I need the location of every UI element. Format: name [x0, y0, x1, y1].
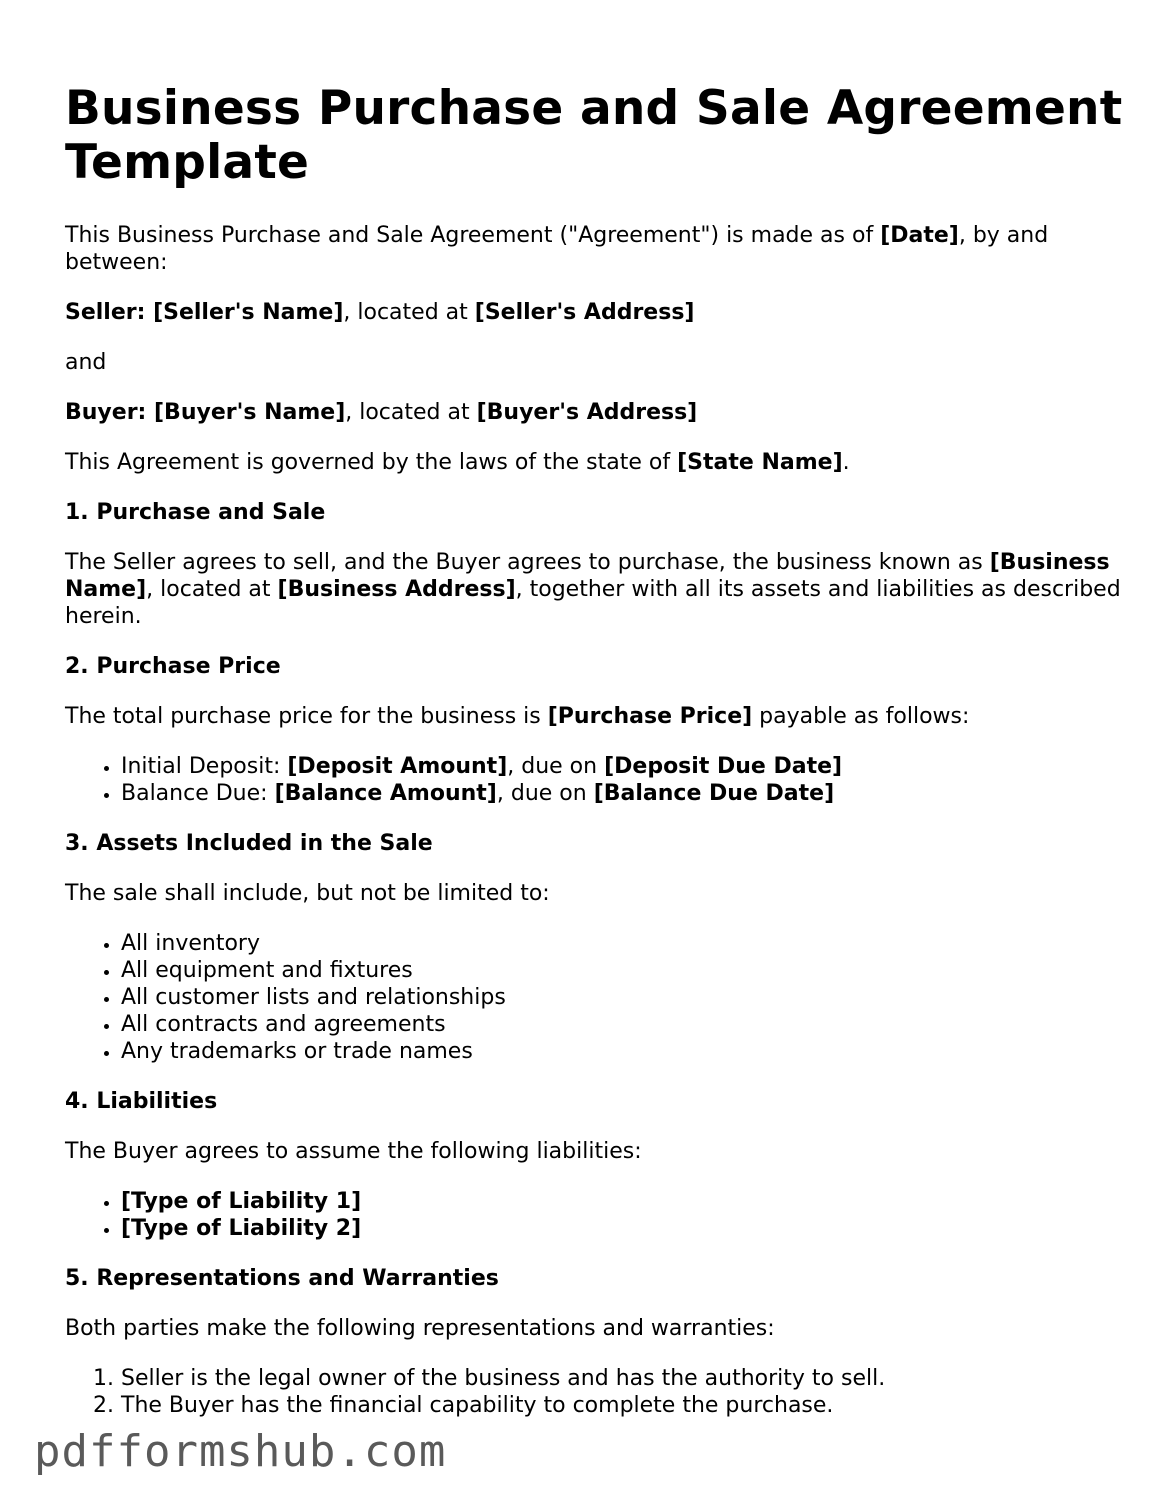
section-2-text: The total purchase price for the business is [Purchase Price] payable as follows: — [65, 704, 970, 729]
buyer-line: Buyer: [Buyer's Name], located at [Buyer's Address] — [65, 400, 698, 425]
list-item: • All equipment and fixtures — [121, 957, 1125, 984]
section-heading: 5. Representations and Warranties — [65, 1266, 499, 1291]
list-item: • [Type of Liability 2] — [121, 1215, 1125, 1242]
buyer-name: Buyer: [Buyer's Name] — [65, 400, 346, 425]
seller-line: Seller: [Seller's Name], located at [Seller's Address] — [65, 300, 695, 325]
section-heading: 4. Liabilities — [65, 1089, 218, 1114]
assets-list — [65, 930, 1125, 1065]
list-item: • All customer lists and relationships — [121, 984, 1125, 1011]
section-1-text: The Seller agrees to sell, and the Buyer agrees to purchase, the business known as [Business Name], located at [Business Address], together with all its assets and liabilities as described herein. — [65, 550, 1121, 629]
section-3-text: The sale shall include, but not be limited to: — [65, 881, 550, 906]
payment-list — [65, 753, 1125, 807]
section-4-text: The Buyer agrees to assume the following liabilities: — [65, 1139, 642, 1164]
list-item: • Initial Deposit: [Deposit Amount], due on [Deposit Due Date] — [121, 753, 1125, 780]
document-page — [65, 82, 1125, 1442]
list-item: • All contracts and agreements — [121, 1011, 1125, 1038]
intro-paragraph: This Business Purchase and Sale Agreement ("Agreement") is made as of [Date], by and between: — [65, 223, 1049, 275]
list-item: • All inventory — [121, 930, 1125, 957]
and-text: and — [65, 350, 107, 375]
business-address: [Business Address] — [277, 577, 516, 602]
governing-law: This Agreement is governed by the laws of the state of [State Name]. — [65, 450, 850, 475]
state-placeholder: [State Name] — [677, 450, 843, 475]
section-5-text: Both parties make the following representations and warranties: — [65, 1316, 775, 1341]
purchase-price: [Purchase Price] — [547, 704, 753, 729]
seller-address: [Seller's Address] — [474, 300, 695, 325]
warranties-list — [65, 1365, 1125, 1419]
list-item: • Any trademarks or trade names — [121, 1038, 1125, 1065]
liabilities-list — [65, 1188, 1125, 1242]
list-item: 2. The Buyer has the financial capability to complete the purchase. — [121, 1392, 1125, 1419]
list-item: • [Type of Liability 1] — [121, 1188, 1125, 1215]
watermark: pdfformshub.com — [34, 1426, 447, 1477]
date-placeholder: [Date] — [880, 223, 959, 248]
list-item: 1. Seller is the legal owner of the business and has the authority to sell. — [121, 1365, 1125, 1392]
business-name: [Business Name] — [65, 550, 1110, 602]
section-heading: 2. Purchase Price — [65, 654, 281, 679]
section-heading: 1. Purchase and Sale — [65, 500, 326, 525]
list-item: • Balance Due: [Balance Amount], due on [Balance Due Date] — [121, 780, 1125, 807]
section-heading: 3. Assets Included in the Sale — [65, 831, 433, 856]
seller-name: Seller: [Seller's Name] — [65, 300, 344, 325]
document-title: Business Purchase and Sale Agreement Template — [65, 81, 1123, 190]
buyer-address: [Buyer's Address] — [476, 400, 698, 425]
